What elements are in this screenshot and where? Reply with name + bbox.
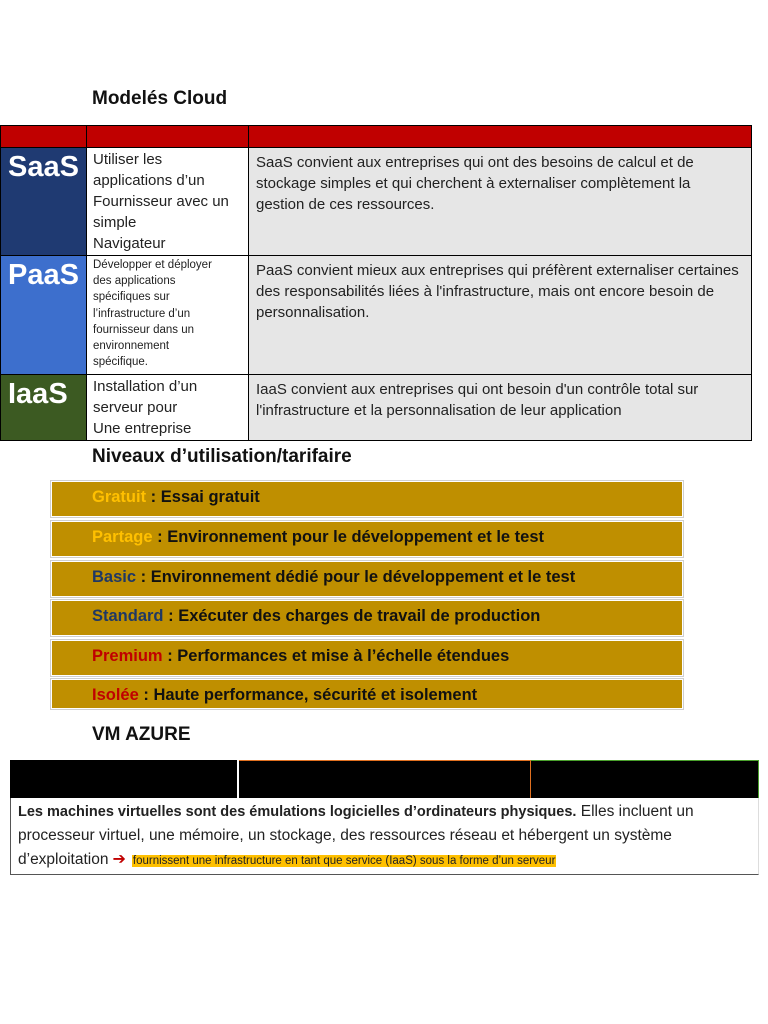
short-line: applications d’un <box>93 172 205 189</box>
tier-gratuit <box>51 481 683 517</box>
tier-premium <box>51 640 683 676</box>
heading-cloud-models: Modelés Cloud <box>92 88 228 109</box>
tier-text: Essai gratuit <box>160 488 260 506</box>
tier-separator: : <box>146 488 161 506</box>
short-line: spécifiques sur <box>93 291 170 304</box>
tier-text: Exécuter des charges de travail de production <box>178 607 541 625</box>
tier-name: Partage <box>92 528 153 546</box>
vm-table-header <box>10 760 759 798</box>
short-line: l’infrastructure d’un <box>93 307 191 320</box>
short-line: environnement <box>93 340 170 353</box>
arrow-right-icon: ➔ <box>112 851 126 868</box>
tier-name: Premium <box>92 647 163 665</box>
short-line: fournisseur dans un <box>93 323 195 336</box>
tier-separator: : <box>136 568 151 586</box>
short-line: Utiliser les <box>93 151 163 168</box>
divider <box>531 760 759 761</box>
model-name-saas: SaaS <box>1 148 87 256</box>
divider <box>758 760 759 798</box>
model-short-iaas <box>87 375 249 441</box>
heading-tiers: Niveaux d’utilisation/tarifaire <box>92 446 352 467</box>
tier-isolee <box>51 679 683 709</box>
model-name-iaas: IaaS <box>1 375 87 441</box>
tier-name: Isolée <box>92 686 139 704</box>
vm-highlight-text: fournissent une infrastructure en tant que service (IaaS) sous la forme d’un serveur <box>132 855 556 867</box>
short-line: Une entreprise <box>93 420 192 437</box>
tier-name: Basic <box>92 568 137 586</box>
model-description-paas: PaaS convient mieux aux entreprises qui préfèrent externaliser certaines des responsabilités liées à l'infrastructure, mais ont encore besoin de personnalisation. <box>249 256 752 375</box>
divider <box>530 760 531 798</box>
tier-separator: : <box>152 528 168 546</box>
short-line: serveur pour <box>93 399 178 416</box>
tier-text: Haute performance, sécurité et isolement <box>153 686 478 704</box>
divider <box>237 760 239 798</box>
tier-separator: : <box>162 647 178 665</box>
tier-text: Environnement pour le développement et le test <box>167 528 545 546</box>
model-description-iaas: IaaS convient aux entreprises qui ont besoin d'un contrôle total sur l'infrastructure et la personnalisation de leur application <box>249 375 752 441</box>
header-cell <box>87 126 249 148</box>
short-line: spécifique. <box>93 356 148 369</box>
table-header-row <box>1 126 752 148</box>
vm-text: d’exploitation <box>18 851 109 868</box>
divider <box>239 760 530 761</box>
vm-description <box>10 798 759 875</box>
tier-standard <box>51 600 683 636</box>
tier-text: Environnement dédié pour le développement et le test <box>150 568 576 586</box>
short-line: simple <box>93 214 137 231</box>
cloud-models-table <box>0 125 752 441</box>
table-row-iaas <box>1 375 752 441</box>
tier-separator: : <box>163 607 179 625</box>
vm-text: Elles incluent un processeur virtuel, une mémoire, un stockage, des ressources réseau et hébergent un système <box>18 803 694 844</box>
tier-name: Gratuit <box>92 488 147 506</box>
tier-separator: : <box>138 686 154 704</box>
tier-partage <box>51 521 683 557</box>
short-line: Navigateur <box>93 235 166 252</box>
tier-name: Standard <box>92 607 164 625</box>
heading-vm-azure: VM AZURE <box>92 724 191 745</box>
vm-bold-text: Les machines virtuelles sont des émulations logicielles d’ordinateurs physiques. <box>18 804 577 820</box>
header-cell <box>1 126 87 148</box>
header-cell <box>249 126 752 148</box>
short-line: Fournisseur avec un <box>93 193 229 210</box>
tier-basic <box>51 561 683 597</box>
table-row-paas <box>1 256 752 375</box>
short-line: des applications <box>93 275 176 288</box>
model-name-paas: PaaS <box>1 256 87 375</box>
model-short-paas <box>87 256 249 375</box>
model-description-saas: SaaS convient aux entreprises qui ont des besoins de calcul et de stockage simples et qui cherchent à externaliser complètement la gestion de ces ressources. <box>249 148 752 256</box>
short-line: Développer et déployer <box>93 259 212 271</box>
table-row-saas <box>1 148 752 256</box>
model-short-saas <box>87 148 249 256</box>
short-line: Installation d’un <box>93 378 198 395</box>
tier-text: Performances et mise à l’échelle étendues <box>177 647 510 665</box>
